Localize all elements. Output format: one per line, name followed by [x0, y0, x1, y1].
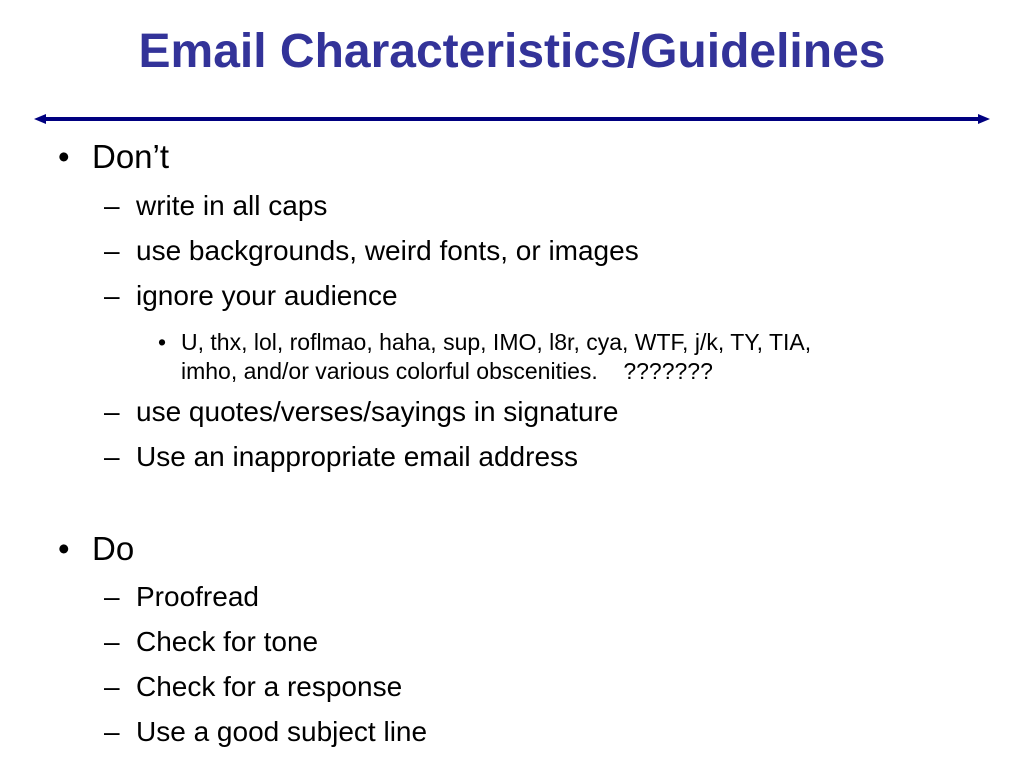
dash-marker: –: [104, 396, 120, 427]
bullet-marker: •: [58, 530, 70, 567]
list-item-text: use backgrounds, weird fonts, or images: [136, 235, 639, 266]
list-item-text: Check for a response: [136, 671, 403, 702]
dash-marker: –: [104, 235, 120, 266]
slide-title: Email Characteristics/Guidelines: [138, 25, 886, 78]
dash-marker: –: [104, 626, 120, 657]
section-heading: Don’t: [92, 138, 170, 175]
dash-marker: –: [104, 280, 120, 311]
list-item-text: write in all caps: [136, 190, 328, 221]
list-item-text: Proofread: [136, 581, 259, 612]
list-item-text: ignore your audience: [136, 280, 398, 311]
bullet-marker: •: [58, 138, 70, 175]
title-divider: [34, 112, 990, 126]
list-item-text: Use an inappropriate email address: [136, 441, 579, 472]
list-item-text: use quotes/verses/sayings in signature: [136, 396, 619, 427]
sub-bullet-marker: •: [158, 329, 167, 355]
dash-marker: –: [104, 716, 120, 747]
list-item-text: Use a good subject line: [136, 716, 428, 747]
section-heading: Do: [92, 530, 135, 567]
sub-list-item-line: imho, and/or various colorful obscenities. ???????: [181, 358, 713, 384]
dash-marker: –: [104, 671, 120, 702]
list-item-text: Check for tone: [136, 626, 319, 657]
divider-line: [44, 117, 980, 121]
dash-marker: –: [104, 441, 120, 472]
dash-marker: –: [104, 190, 120, 221]
divider-right-arrowhead: [978, 114, 990, 124]
dash-marker: –: [104, 581, 120, 612]
sub-list-item-line: U, thx, lol, roflmao, haha, sup, IMO, l8r, cya, WTF, j/k, TY, TIA,: [181, 329, 812, 355]
